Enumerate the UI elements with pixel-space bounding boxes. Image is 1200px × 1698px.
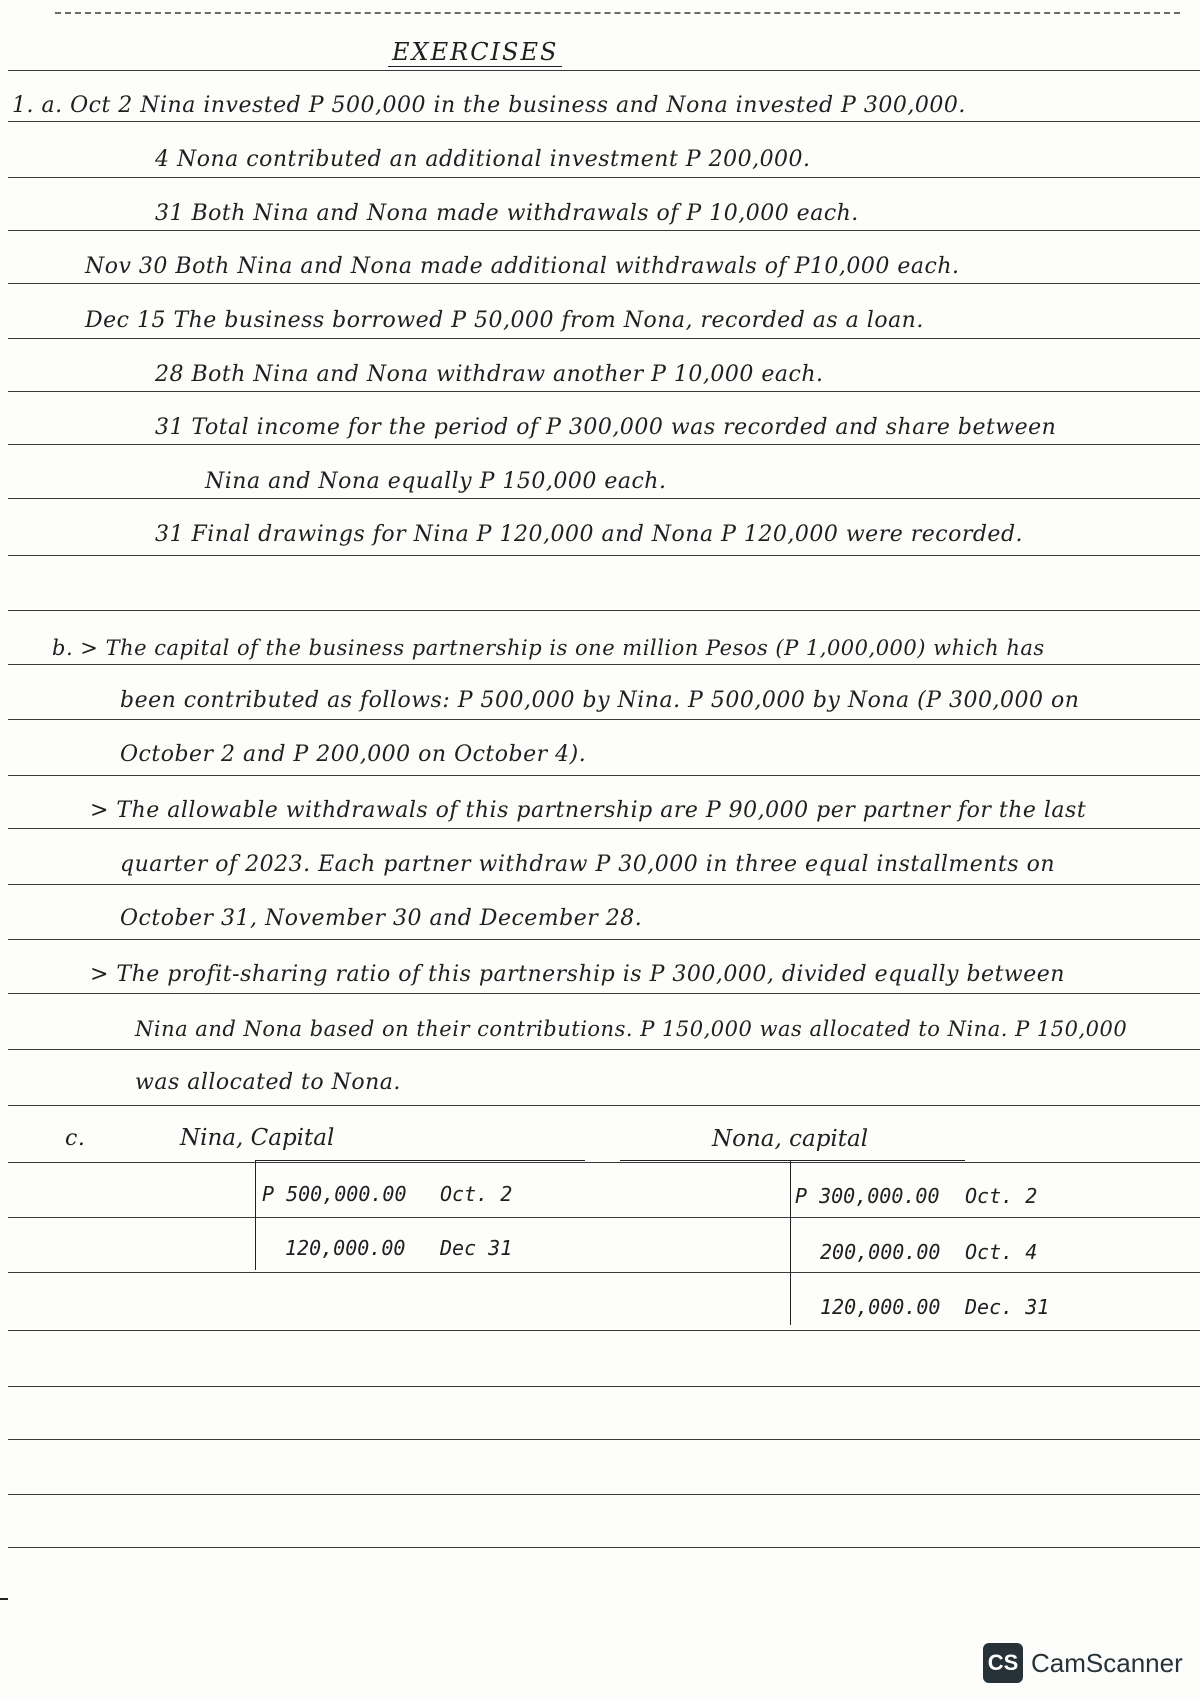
ruled-line xyxy=(8,828,1200,829)
ruled-line xyxy=(8,1494,1200,1495)
ruled-line xyxy=(8,1547,1200,1548)
nona-entry-date: Oct. 2 xyxy=(965,1184,1038,1208)
nina-account-title: Nina, Capital xyxy=(180,1125,335,1151)
nona-entry-amount: 200,000.00 xyxy=(820,1240,941,1264)
ruled-line xyxy=(8,775,1200,776)
ruled-line xyxy=(8,70,1200,71)
nina-entry-date: Dec 31 xyxy=(440,1236,513,1260)
ruled-line xyxy=(8,338,1200,339)
nina-entry-amount: P 500,000.00 xyxy=(262,1182,407,1206)
camscanner-logo-icon: CS xyxy=(983,1643,1023,1683)
ruled-line xyxy=(8,993,1200,994)
nina-t-divider xyxy=(255,1160,256,1270)
part-b-line: October 2 and P 200,000 on October 4). xyxy=(120,742,587,767)
part-b-line: was allocated to Nona. xyxy=(135,1070,401,1095)
ruled-line xyxy=(8,555,1200,556)
ruled-line xyxy=(8,1217,1200,1218)
nona-account-title: Nona, capital xyxy=(712,1126,869,1152)
part-a-line: 31 Total income for the period of P 300,000 was recorded and share between xyxy=(155,415,1057,440)
ruled-line xyxy=(8,121,1200,122)
nona-t-top xyxy=(620,1160,965,1161)
ruled-line xyxy=(8,1049,1200,1050)
part-b-line: > The allowable withdrawals of this partnership are P 90,000 per partner for the last xyxy=(90,798,1087,823)
part-a-line: 1. a. Oct 2 Nina invested P 500,000 in the business and Nona invested P 300,000. xyxy=(12,93,966,118)
top-dashed-rule xyxy=(55,12,1180,14)
ruled-line xyxy=(8,177,1200,178)
part-a-line: 31 Both Nina and Nona made withdrawals of P 10,000 each. xyxy=(155,201,859,226)
margin-tick xyxy=(0,1598,8,1600)
nina-entry-date: Oct. 2 xyxy=(440,1182,513,1206)
ruled-line xyxy=(8,1386,1200,1387)
nona-t-divider xyxy=(790,1160,791,1325)
nona-entry-date: Dec. 31 xyxy=(965,1295,1050,1319)
ruled-line xyxy=(8,1439,1200,1440)
page-title: EXERCISES xyxy=(388,38,562,67)
part-a-line: Nina and Nona equally P 150,000 each. xyxy=(205,469,667,494)
nona-entry-amount: P 300,000.00 xyxy=(795,1184,940,1208)
ruled-line xyxy=(8,1330,1200,1331)
ruled-line xyxy=(8,1272,1200,1273)
ruled-line xyxy=(8,283,1200,284)
part-a-line: 31 Final drawings for Nina P 120,000 and Nona P 120,000 were recorded. xyxy=(155,522,1024,547)
part-a-line: 4 Nona contributed an additional investment P 200,000. xyxy=(155,147,811,172)
part-a-line: 28 Both Nina and Nona withdraw another P 10,000 each. xyxy=(155,362,824,387)
ruled-line xyxy=(8,1105,1200,1106)
part-a-line: Dec 15 The business borrowed P 50,000 from Nona, recorded as a loan. xyxy=(85,308,924,333)
camscanner-brand: CamScanner xyxy=(1031,1647,1183,1678)
camscanner-watermark xyxy=(983,1643,1183,1683)
ruled-line xyxy=(8,719,1200,720)
ruled-line xyxy=(8,230,1200,231)
part-b-line: October 31, November 30 and December 28. xyxy=(120,906,643,931)
part-b-line: been contributed as follows: P 500,000 by Nina. P 500,000 by Nona (P 300,000 on xyxy=(120,688,1080,713)
nona-entry-date: Oct. 4 xyxy=(965,1240,1038,1264)
part-b-line: quarter of 2023. Each partner withdraw P 30,000 in three equal installments on xyxy=(120,852,1055,877)
part-a-line: Nov 30 Both Nina and Nona made additional withdrawals of P10,000 each. xyxy=(85,254,960,279)
nina-entry-amount: 120,000.00 xyxy=(285,1236,406,1260)
ruled-line xyxy=(8,1162,1200,1163)
part-b-line: b. > The capital of the business partnership is one million Pesos (P 1,000,000) which has xyxy=(52,636,1045,660)
ruled-line xyxy=(8,939,1200,940)
ruled-line xyxy=(8,444,1200,445)
ruled-line xyxy=(8,498,1200,499)
ruled-line xyxy=(8,610,1200,611)
part-c-label: c. xyxy=(65,1126,86,1151)
ruled-line xyxy=(8,391,1200,392)
part-b-line: > The profit-sharing ratio of this partnership is P 300,000, divided equally between xyxy=(90,962,1065,987)
part-b-line: Nina and Nona based on their contributions. P 150,000 was allocated to Nina. P 150,000 xyxy=(135,1017,1128,1041)
ruled-line xyxy=(8,884,1200,885)
nona-entry-amount: 120,000.00 xyxy=(820,1295,941,1319)
nina-t-top xyxy=(255,1160,585,1161)
ruled-line xyxy=(8,664,1200,665)
